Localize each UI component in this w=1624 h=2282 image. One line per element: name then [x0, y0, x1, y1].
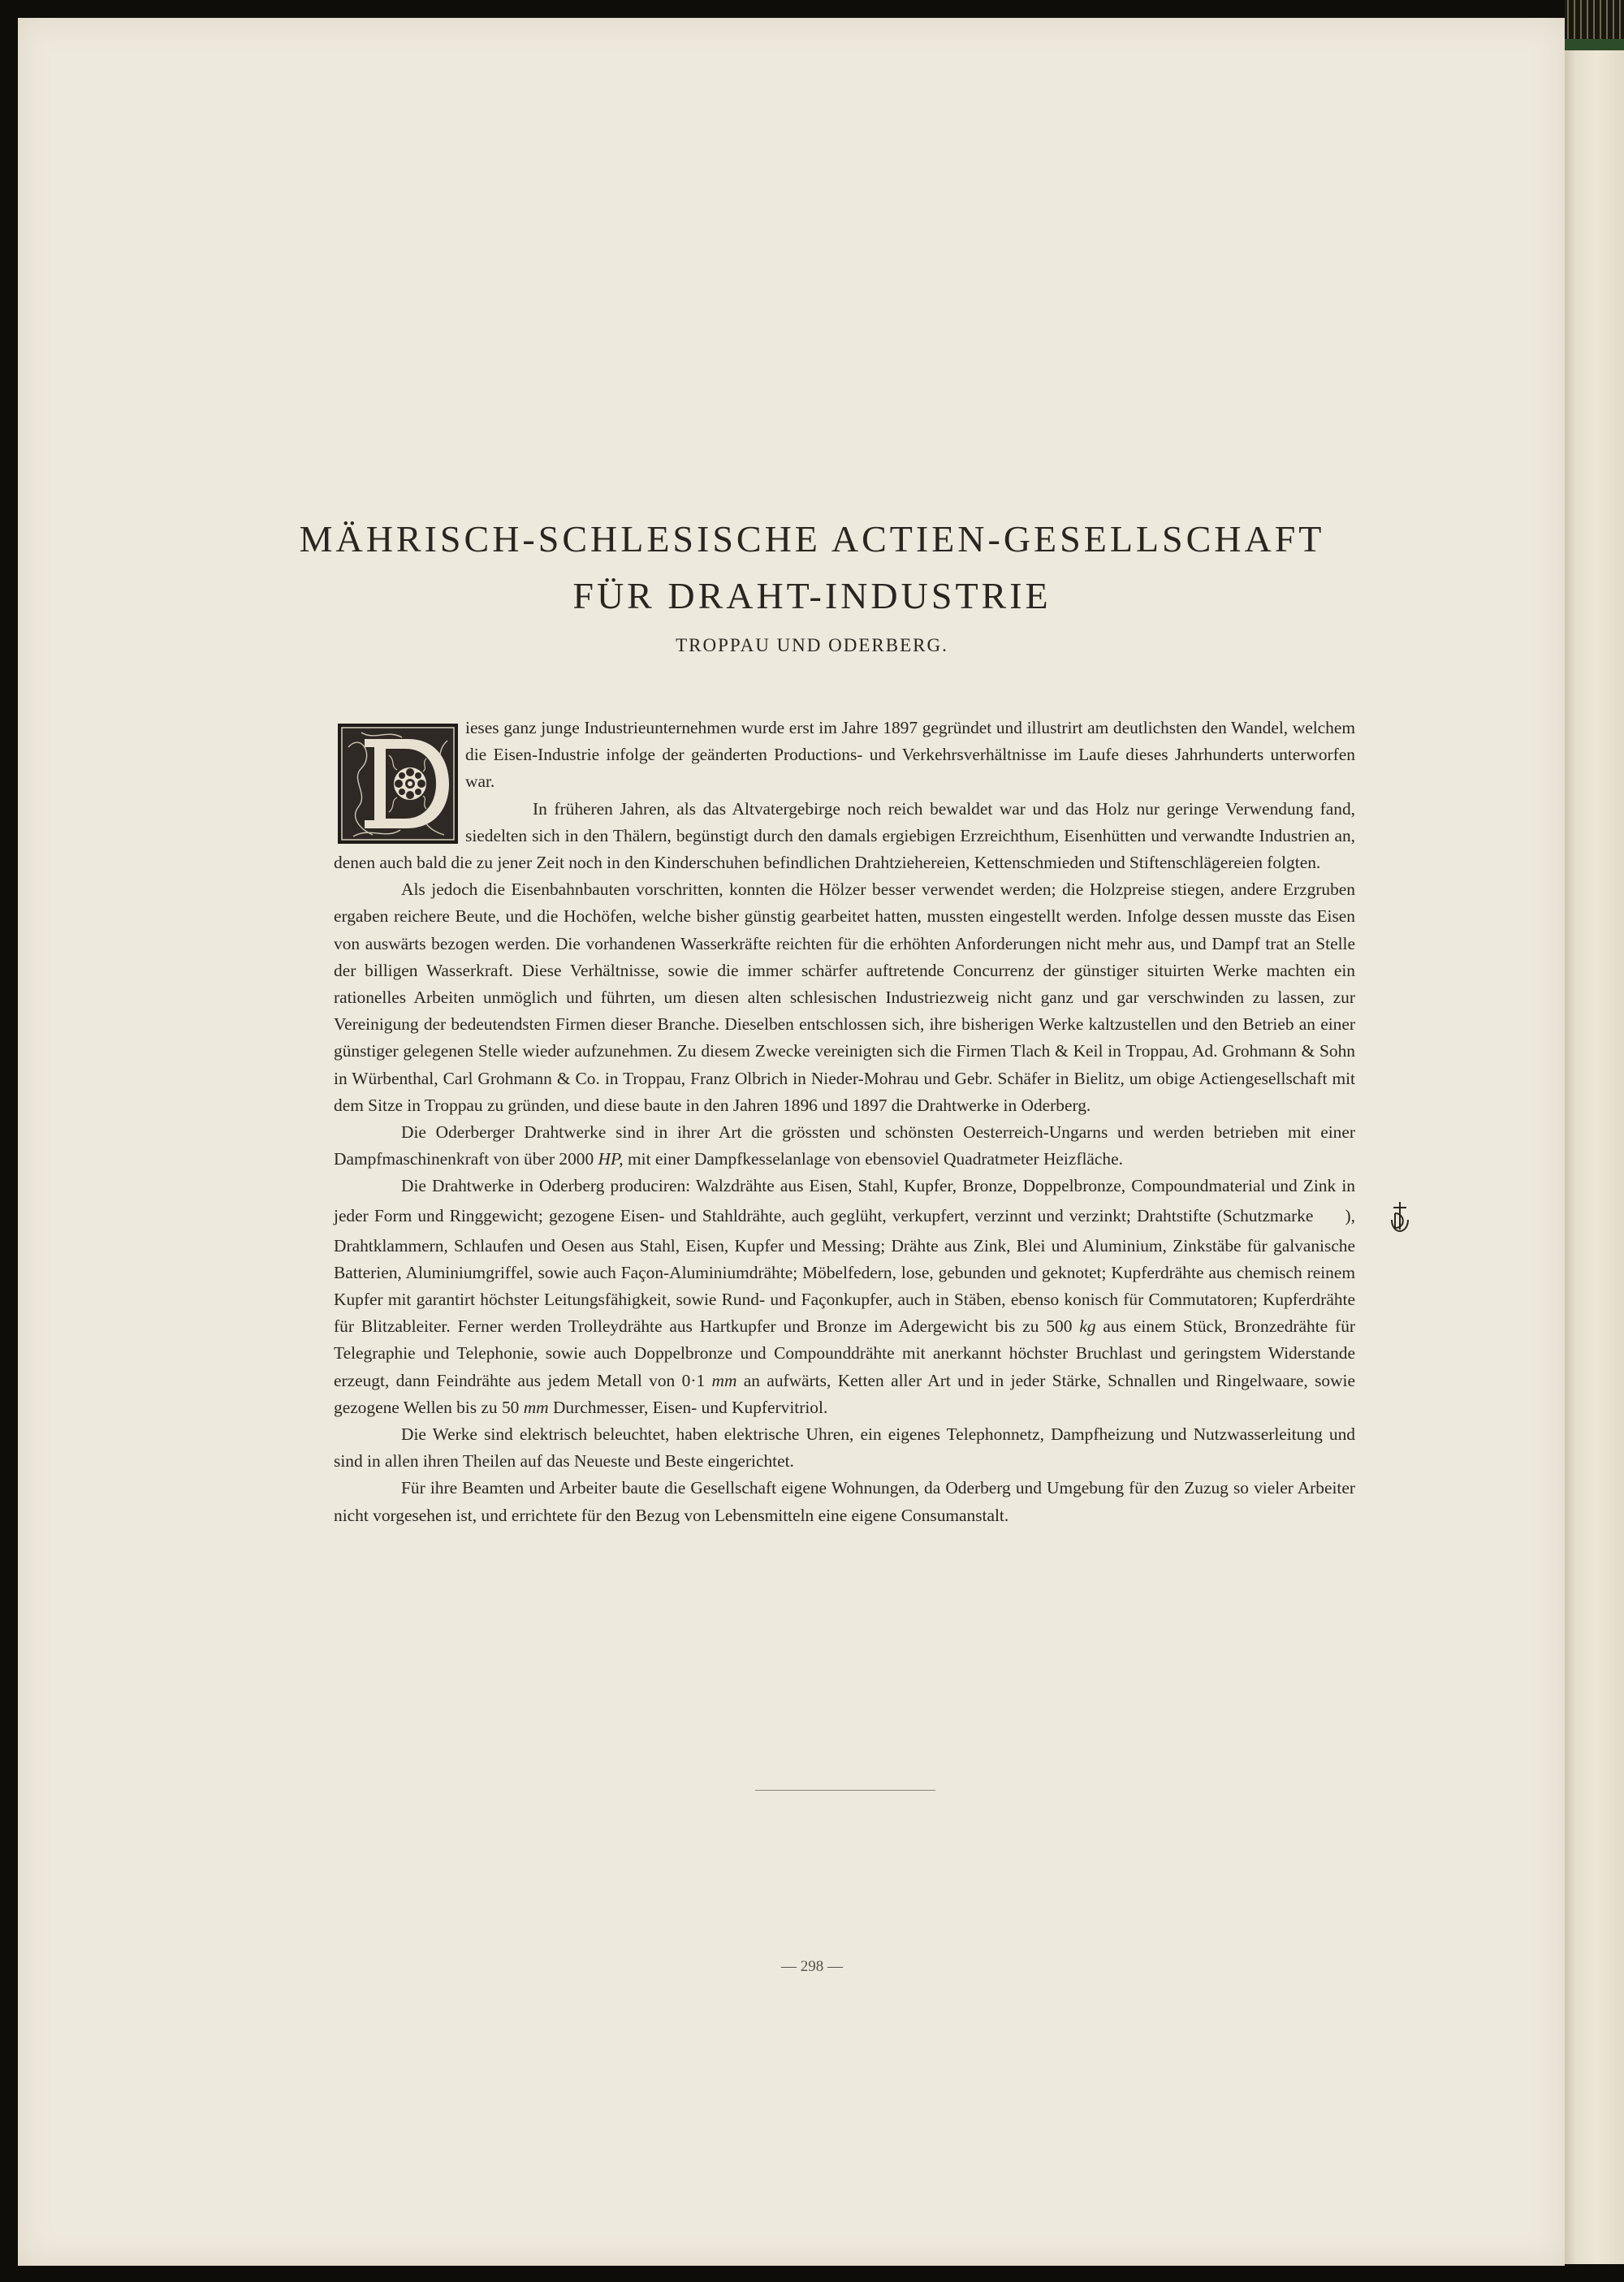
article-body: [334, 715, 1355, 1529]
mm-unit-2: mm: [523, 1397, 549, 1417]
initial-spacer: [334, 715, 465, 848]
closing-rule: [755, 1790, 935, 1791]
anchor-d-trademark-icon: [1321, 1200, 1344, 1233]
paragraph-3: Als jedoch die Eisenbahnbauten vorschritten, konnten die Hölzer besser verwendet werden; die Holzpreise stiegen, andere Erzgruben ergaben reichere Beute, und die Hochöfen, welche bisher günstig gearbeitet hatten, mussten eingestellt werden. Infolge dessen musste das Eisen von auswärts bezogen werden. Die vorhandenen Wasserkräfte reichten für die erhöhten Anforderungen nicht mehr aus, und Dampf trat an Stelle der billigen Wasserkraft. Diese Verhältnisse, sowie die immer schärfer auftretende Concurrenz der günstiger situirten Werke machten ein rationelles Arbeiten unmöglich und führten, um diesen alten schlesischen Industriezweig nicht ganz und gar verschwinden zu lassen, zur Vereinigung der bedeutendsten Firmen dieser Branche. Dieselben entschlossen sich, ihre bisherigen Werke kaltzustellen und den Betrieb an einer günstiger gelegenen Stelle wieder aufzunehmen. Zu diesem Zwecke vereinigten sich die Firmen Tlach & Keil in Troppau, Ad. Grohmann & Sohn in Würbenthal, Carl Grohmann & Co. in Troppau, Franz Olbrich in Nieder-Mohrau und Gebr. Schäfer in Bielitz, um obige Actiengesellschaft mit dem Sitze in Troppau zu gründen, und diese baute in den Jahren 1896 und 1897 die Drahtwerke in Oderberg.: [334, 880, 1355, 1115]
paragraph-5: [334, 1173, 1355, 1421]
paragraph-5-text-c: aus einem Stück, Bronzedrähte für Telegraphie und Telephonie, sowie auch Doppelbronze und Compounddrähte mit anerkannt höchster Bruchlast und geringstem Widerstande erzeugt, dann Feindrähte aus jedem Metall von 0·1: [334, 1316, 1356, 1390]
paragraph-4-text-a: Die Oderberger Drahtwerke sind in ihrer Art die grössten und schönsten Oesterreich-Ungarns und werden betrieben mit einer Dampfmaschinenkraft von über 2000: [334, 1122, 1355, 1169]
page-title-line2: FÜR DRAHT-INDUSTRIE: [572, 575, 1052, 616]
paragraph-5-text-d: an aufwärts, Ketten aller Art und in jeder Stärke, Schnallen und Ringelwaare, sowie gezogene Wellen bis zu 50: [334, 1370, 1355, 1417]
paragraph-4-text-b: mit einer Dampfkesselanlage von ebensoviel Quadratmeter Heizfläche.: [623, 1149, 1123, 1169]
next-page-edge: [1565, 47, 1624, 2264]
paragraph-6: Die Werke sind elektrisch beleuchtet, haben elektrische Uhren, ein eigenes Telephonnetz, Dampfheizung und Nutzwasserleitung und sind in allen ihren Theilen auf das Neueste und Beste eingerichtet.: [334, 1424, 1355, 1472]
paragraph-5-text-e: Durchmesser, Eisen- und Kupfervitriol.: [548, 1397, 828, 1417]
book-spine-band: [1565, 39, 1624, 50]
page-subtitle: TROPPAU UND ODERBERG.: [676, 635, 948, 655]
mm-unit-1: mm: [711, 1370, 737, 1390]
page-number: — 298 —: [781, 1958, 843, 1975]
paragraph-5-text-a: Die Drahtwerke in Oderberg produciren: Walzdrähte aus Eisen, Stahl, Kupfer, Bronze, Doppelbronze, Compoundmaterial und Zink in jeder Form und Ringgewicht; gezogene Eisen- und Stahldrähte, auch geglüht, verkupfert, verzinnt und verzinkt; Drahtstifte (Schutzmarke: [334, 1176, 1355, 1225]
paragraph-1: ieses ganz junge Industrieunternehmen wurde erst im Jahre 1897 gegründet und illustrirt am deutlichsten den Wandel, welchem die Eisen-Industrie infolge der geänderten Productions- und Verkehrsverhältnisse im Laufe dieses Jahrhunderts unterworfen war.: [465, 718, 1355, 792]
paragraph-7: Für ihre Beamten und Arbeiter baute die Gesellschaft eigene Wohnungen, da Oderberg und Umgebung für den Zuzug so vieler Arbeiter nicht vorgesehen ist, und errichtete für den Bezug von Lebensmitteln eine eigene Consumanstalt.: [334, 1478, 1355, 1525]
paragraph-4: [334, 1119, 1355, 1173]
kg-unit: kg: [1079, 1316, 1096, 1337]
hp-unit: HP,: [598, 1149, 624, 1169]
page-title-line1: MÄHRISCH-SCHLESISCHE ACTIEN-GESELLSCHAFT: [299, 518, 1325, 560]
paragraph-2: In früheren Jahren, als das Altvatergebirge noch reich bewaldet war und das Holz nur geringe Verwendung fand, siedelten sich in den Thälern, begünstigt durch den damals ergiebigen Erzreichthum, Eisenhütten und verwandte Industrien an, denen auch bald die zu jener Zeit noch in den Kinderschuhen befindlichen Drahtziehereien, Kettenschmieden und Stiftenschlägereien folgten.: [334, 798, 1355, 873]
paragraph-5-text-b: ), Drahtklammern, Schlaufen und Oesen aus Stahl, Eisen, Kupfer und Messing; Drähte aus Zink, Blei und Aluminium, Zinkstäbe für galvanische Batterien, Aluminiumgriffel, sowie auch Façon-Aluminiumdrähte; Möbelfedern, lose, gebunden und geknotet; Kupferdrähte aus chemisch reinem Kupfer mit garantirt höchster Leitungsfähigkeit, sowie Rund- und Façonkupfer, auch in Stäben, ebenso konisch für Commutatoren; Kupferdrähte für Blitzableiter. Ferner werden Trolleydrähte aus Hartkupfer und Bronze im Adergewicht bis zu 500: [334, 1205, 1355, 1337]
